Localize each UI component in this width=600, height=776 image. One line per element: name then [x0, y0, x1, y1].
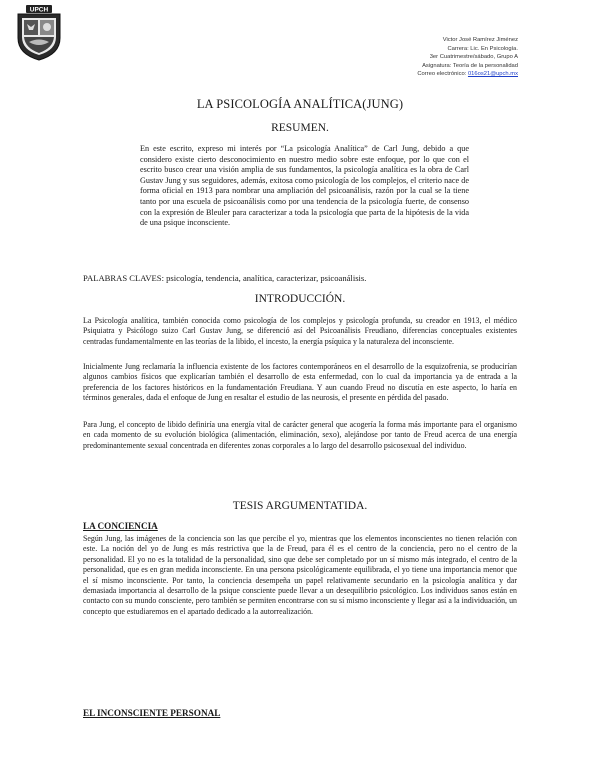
keywords [83, 273, 543, 284]
introduction-paragraph-2: Inicialmente Jung reclamaría la influencia existente de los factores contemporáneos en el desarrollo de la esquizofrenia, se producirían algunos cambios físicos que explicarían también el desarrollo de esta enfermedad, con lo cual da importancia ya de entrada a la preferencia de los factores históricos en la fundamentación Freudiana. Y aun cuando Freud no discutía en este aspecto, lo haría en términos generales, dada el enfoque de Jung en resaltar el estudio de las neurosis, el presente en pérdida del pasado. [83, 362, 517, 403]
seal-icon [14, 4, 64, 62]
logo-text: UPCH [29, 6, 49, 14]
section-text-conciencia: Según Jung, las imágenes de la conciencia son las que percibe el yo, mientras que los elementos inconscientes no tienen relación con este. La noción del yo de Jung es más restrictiva que la de Freud, para él es el centro de la conciencia, pero no el centro de la personalidad. El yo no es la totalidad de la personalidad, sino que debe ser completado por un sí mismo más integrado, el centro de la personalidad, que es en gran medida inconsciente. En una persona psicológicamente equilibrada, el yo tiene una importancia menor que el sí mismo inconsciente. Por tanto, la conciencia desempeña un papel relativamente secundario en la psicología analítica y dar demasiada importancia al desarrollo de la psique consciente puede llevar a un desequilibrio psicológico. Los individuos sanos están en contacto con su mundo consciente, pero también se permiten encontrarse con su sí mismo inconsciente y llegar así a la individuación, un concepto que estudiaremos en el apartado dedicado a la autorrealización. [83, 534, 517, 616]
introduction-paragraph-3: Para Jung, el concepto de libido definiría una energía vital de carácter general que acogería la forma más importante para el organismo en cada momento de su evolución biológica (alimentación, eliminación, sexo), alejándose por tanto de Freud acerca de una energía predominantemente sexual concentrada en diferentes zonas corporales a lo largo del desarrollo psicosexual del individuo. [83, 420, 517, 450]
author-subject: Asignatura: Teoría de la personalidad [422, 62, 518, 69]
email-label: Correo electrónico: [417, 71, 467, 78]
section-title-inconsciente-personal: EL INCONSCIENTE PERSONAL [83, 708, 221, 718]
keywords-label: PALABRAS CLAVES: [83, 273, 164, 283]
author-name: Victor José Ramírez Jiménez [442, 37, 518, 43]
email-link[interactable]: 016os21@upch.mx [467, 71, 518, 78]
introduction-heading: INTRODUCCIÓN. [254, 293, 346, 305]
section-title-conciencia: LA CONCIENCIA [83, 521, 158, 531]
author-email-line [318, 70, 518, 79]
keywords-text: psicología, tendencia, analítica, caracterizar, psicoanálisis. [166, 273, 367, 283]
document-title: LA PSICOLOGÍA ANALÍTICA(JUNG) [196, 97, 404, 111]
university-seal-logo [14, 4, 64, 62]
introduction-paragraph-1: La Psicología analítica, también conocida como psicología de los complejos y psicología profunda, su creador en 1913, el médico Psiquiatra y Psicólogo suizo Carl Gustav Jung, se diferenció así del Psicoanálisis Freudiano, diferencias conceptuales existentes centradas fundamentalmente en las teorías de la libido, el incesto, la energía psíquica y la naturaleza del inconsciente. [83, 316, 517, 346]
abstract-heading: RESUMEN. [271, 122, 329, 134]
author-term: 3er Cuatrimestre/sábado, Grupo A [429, 54, 518, 61]
abstract-text: En este escrito, expreso mi interés por “La psicología Analítica” de Carl Jung, debido a que considero existe cierto desconocimiento en nuestro medio sobre este enfoque, por lo que con el escrito busco crear una visión amplia de sus fundamentos, la psicología analítica es la obra de Carl Gustav Jung y sus seguidores, además, exitosa como psicología de los complejos, el criterio nace de forma oficial en 1913 para nombrar una ampliación del psicoanálisis, razón por la cual se la tiene tanto por una escuela de psicoanálisis como por una tendencia de la psicología fuerte, de consenso con la expresión de Bleuler para caracterizar a toda la psicología que parta de la hipótesis de la vida de una psique inconsciente. [140, 144, 469, 228]
author-info [318, 36, 518, 79]
thesis-heading: TESIS ARGUMENTATIDA. [232, 500, 368, 512]
author-career: Carrera: Lic. En Psicología. [447, 45, 518, 52]
